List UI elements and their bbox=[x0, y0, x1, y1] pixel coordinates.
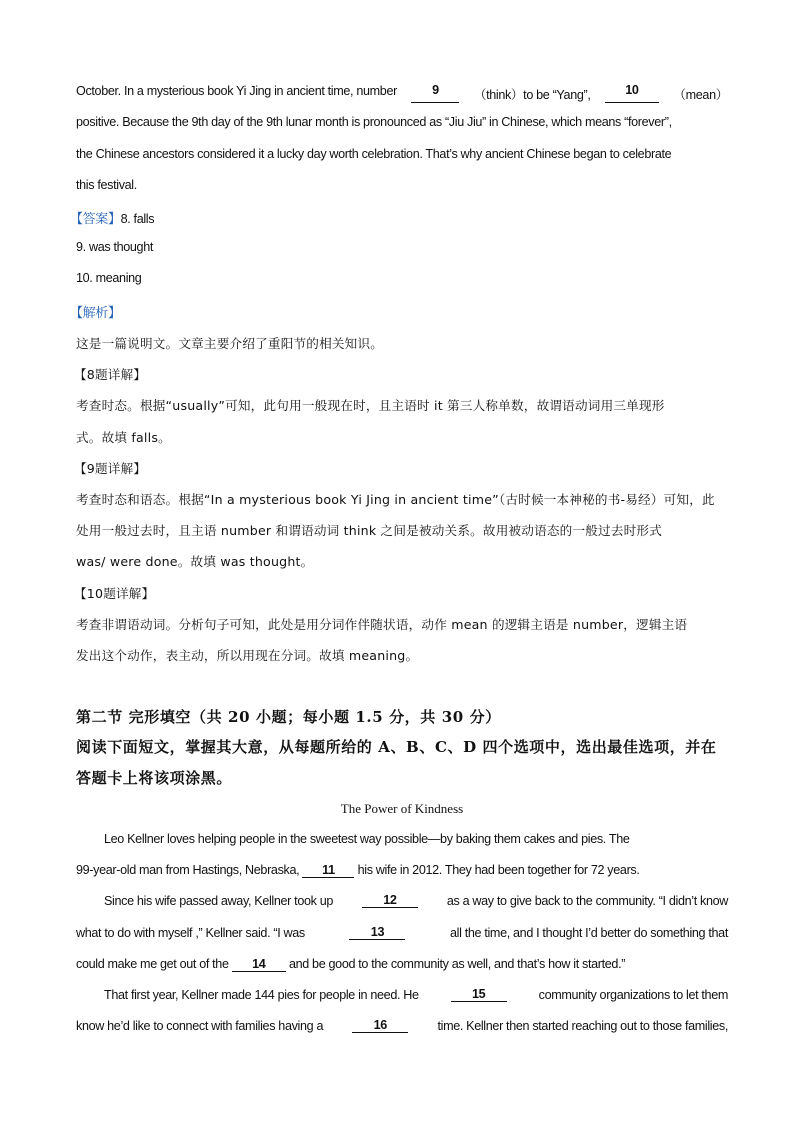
answer-10: 10. meaning bbox=[76, 271, 142, 285]
passage-line-1 bbox=[76, 84, 728, 103]
q10-label: 【10题详解】 bbox=[74, 586, 155, 601]
blank-13: 13 bbox=[349, 926, 405, 940]
blank-12: 12 bbox=[362, 894, 418, 908]
q8-explanation-line-1: 考查时态。根据“usually”可知，此句用一般现在时，且主语时 it 第三人称单数，故谓语动词用三单现形 bbox=[76, 398, 665, 413]
q10-explanation-line-2: 发出这个动作，表主动，所以用现在分词。故填 meaning。 bbox=[76, 648, 419, 663]
q8-label: 【8题详解】 bbox=[74, 367, 147, 382]
q9-label: 【9题详解】 bbox=[74, 461, 147, 476]
passage-line-3 bbox=[76, 147, 671, 161]
q10-explanation-line-1: 考查非谓语动词。分析句子可知，此处是用分词作伴随状语，动作 mean 的逻辑主语是 number，逻辑主语 bbox=[76, 617, 688, 632]
passage-text: （think）to be “Yang”, bbox=[473, 88, 591, 102]
cloze-line: That first year, Kellner made 144 pies for people in need. He 15 community organizations to let them bbox=[104, 987, 728, 1002]
cloze-line: Leo Kellner loves helping people in the sweetest way possible—by baking them cakes and pies. The bbox=[104, 832, 630, 846]
passage-title: The Power of Kindness bbox=[340, 801, 464, 816]
cloze-line: know he’d like to connect with families having a 16 time. Kellner then started reaching out to those families, bbox=[76, 1018, 728, 1033]
cloze-line: 99-year-old man from Hastings, Nebraska, 11 his wife in 2012. They had been together for 72 years. bbox=[76, 863, 640, 877]
passage-text: October. In a mysterious book Yi Jing in ancient time, number bbox=[76, 84, 397, 98]
cloze-line: could make me get out of the 14 and be good to the community as well, and that’s how it started.” bbox=[76, 957, 626, 971]
section-instructions-line-1: 阅读下面短文，掌握其大意，从每题所给的 A、B、C、D 四个选项中，选出最佳选项，并在 bbox=[76, 738, 717, 756]
passage-text: the Chinese ancestors considered it a lucky day worth celebration. That’s why ancient Chinese began to celebrate bbox=[76, 147, 672, 161]
blank-16: 16 bbox=[352, 1019, 408, 1033]
cloze-line: Since his wife passed away, Kellner took up 12 as a way to give back to the community. “I didn’t know bbox=[104, 893, 728, 908]
answer-8: 8. falls bbox=[120, 212, 155, 226]
answer-9: 9. was thought bbox=[76, 240, 154, 254]
passage-line-2 bbox=[76, 115, 728, 129]
blank-11: 11 bbox=[302, 864, 354, 878]
passage-text: positive. Because the 9th day of the 9th lunar month is pronounced as “Jiu Jiu” in Chinese, which means “forever”, bbox=[76, 115, 672, 129]
blank-10: 10 bbox=[605, 84, 659, 103]
passage-line-4 bbox=[76, 178, 137, 192]
q9-explanation-line-3: was/ were done。故填 was thought。 bbox=[76, 554, 314, 569]
passage-text: （mean） bbox=[673, 88, 728, 102]
analysis-summary: 这是一篇说明文。文章主要介绍了重阳节的相关知识。 bbox=[76, 336, 384, 351]
q9-explanation-line-1: 考查时态和语态。根据“In a mysterious book Yi Jing in ancient time”（古时候一本神秘的书-易经）可知，此 bbox=[76, 492, 715, 507]
section-instructions-line-2: 答题卡上将该项涂黑。 bbox=[76, 769, 233, 787]
analysis-label: 【解析】 bbox=[70, 306, 121, 321]
blank-14: 14 bbox=[232, 958, 286, 972]
passage-text: this festival. bbox=[76, 178, 137, 192]
q9-explanation-line-2: 处用一般过去时，且主语 number 和谓语动词 think 之间是被动关系。故用被动语态的一般过去时形式 bbox=[76, 523, 663, 538]
q8-explanation-line-2: 式。故填 falls。 bbox=[76, 430, 171, 445]
cloze-line: what to do with myself ,” Kellner said. “I was 13 all the time, and I thought I’d better do something that bbox=[76, 925, 728, 940]
answer-label: 【答案】 bbox=[70, 212, 121, 227]
answer-row bbox=[70, 208, 154, 227]
section-heading: 第二节 完形填空（共 20 小题；每小题 1.5 分，共 30 分） bbox=[76, 708, 501, 726]
blank-15: 15 bbox=[451, 988, 507, 1002]
blank-9: 9 bbox=[411, 84, 459, 103]
